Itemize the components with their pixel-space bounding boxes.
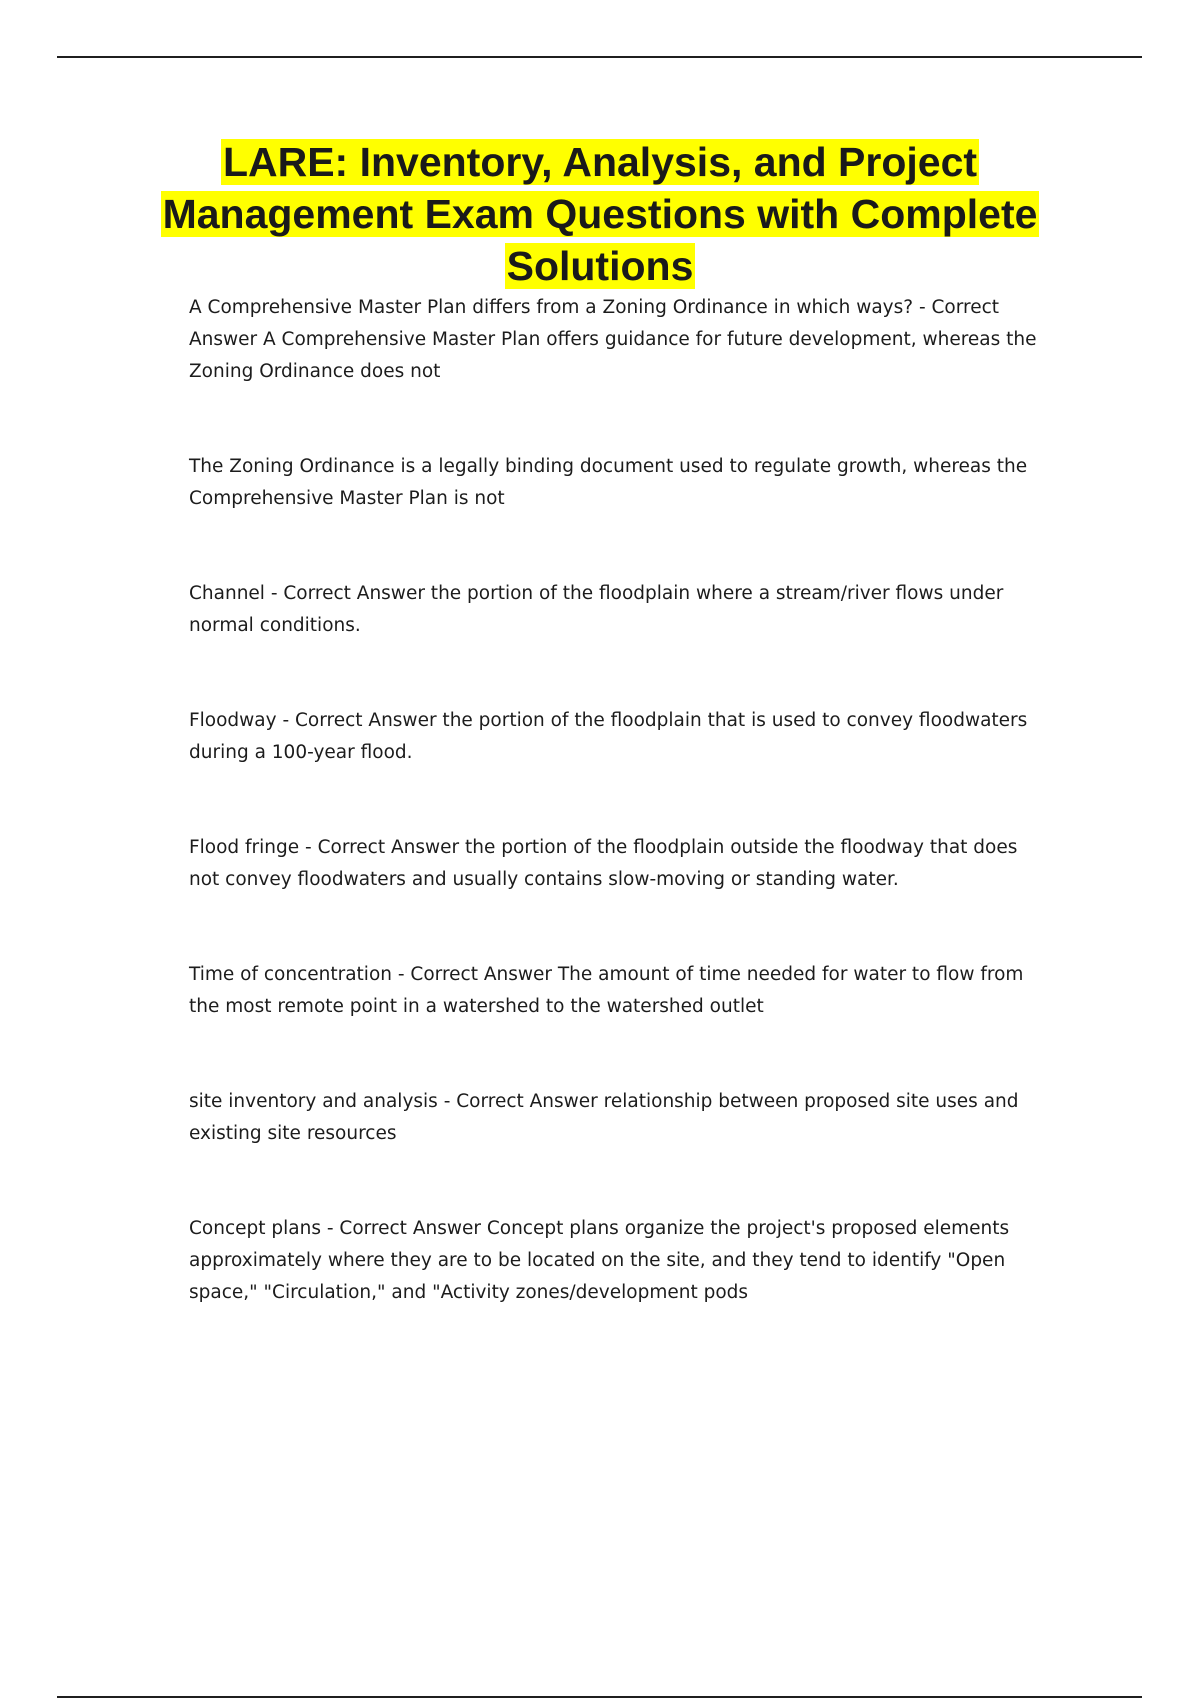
qa-entry: Channel - Correct Answer the portion of the floodplain where a stream/river flows under normal conditions. [189,583,1004,636]
title-highlight: LARE: Inventory, Analysis, and Project Management Exam Questions with Complete Solutions [162,139,1038,289]
qa-list [189,292,1049,1372]
title-block [150,136,1050,292]
qa-entry: Time of concentration - Correct Answer The amount of time needed for water to flow from the most remote point in a watershed to the watershed outlet [189,964,1024,1017]
qa-entry: Flood fringe - Correct Answer the portion of the floodplain outside the floodway that does not convey floodwaters and usually contains slow-moving or standing water. [189,837,1018,890]
document-title [150,136,1050,292]
qa-entry: Floodway - Correct Answer the portion of the floodplain that is used to convey floodwaters during a 100-year flood. [189,710,1028,763]
qa-entry: A Comprehensive Master Plan differs from a Zoning Ordinance in which ways? - Correct Answer A Comprehensive Master Plan offers guidance for future development, whereas the Zoning Ordinance does not [189,297,1037,382]
qa-entry: Concept plans - Correct Answer Concept plans organize the project's proposed elements approximately where they are to be located on the site, and they tend to identify "Open space," "Circulation," and "Activity zones/development pods [189,1218,1010,1303]
bottom-rule [57,1696,1142,1698]
qa-entry: The Zoning Ordinance is a legally binding document used to regulate growth, whereas the Comprehensive Master Plan is not [189,456,1028,509]
top-rule [57,56,1142,58]
qa-entry: site inventory and analysis - Correct Answer relationship between proposed site uses and existing site resources [189,1091,1019,1144]
